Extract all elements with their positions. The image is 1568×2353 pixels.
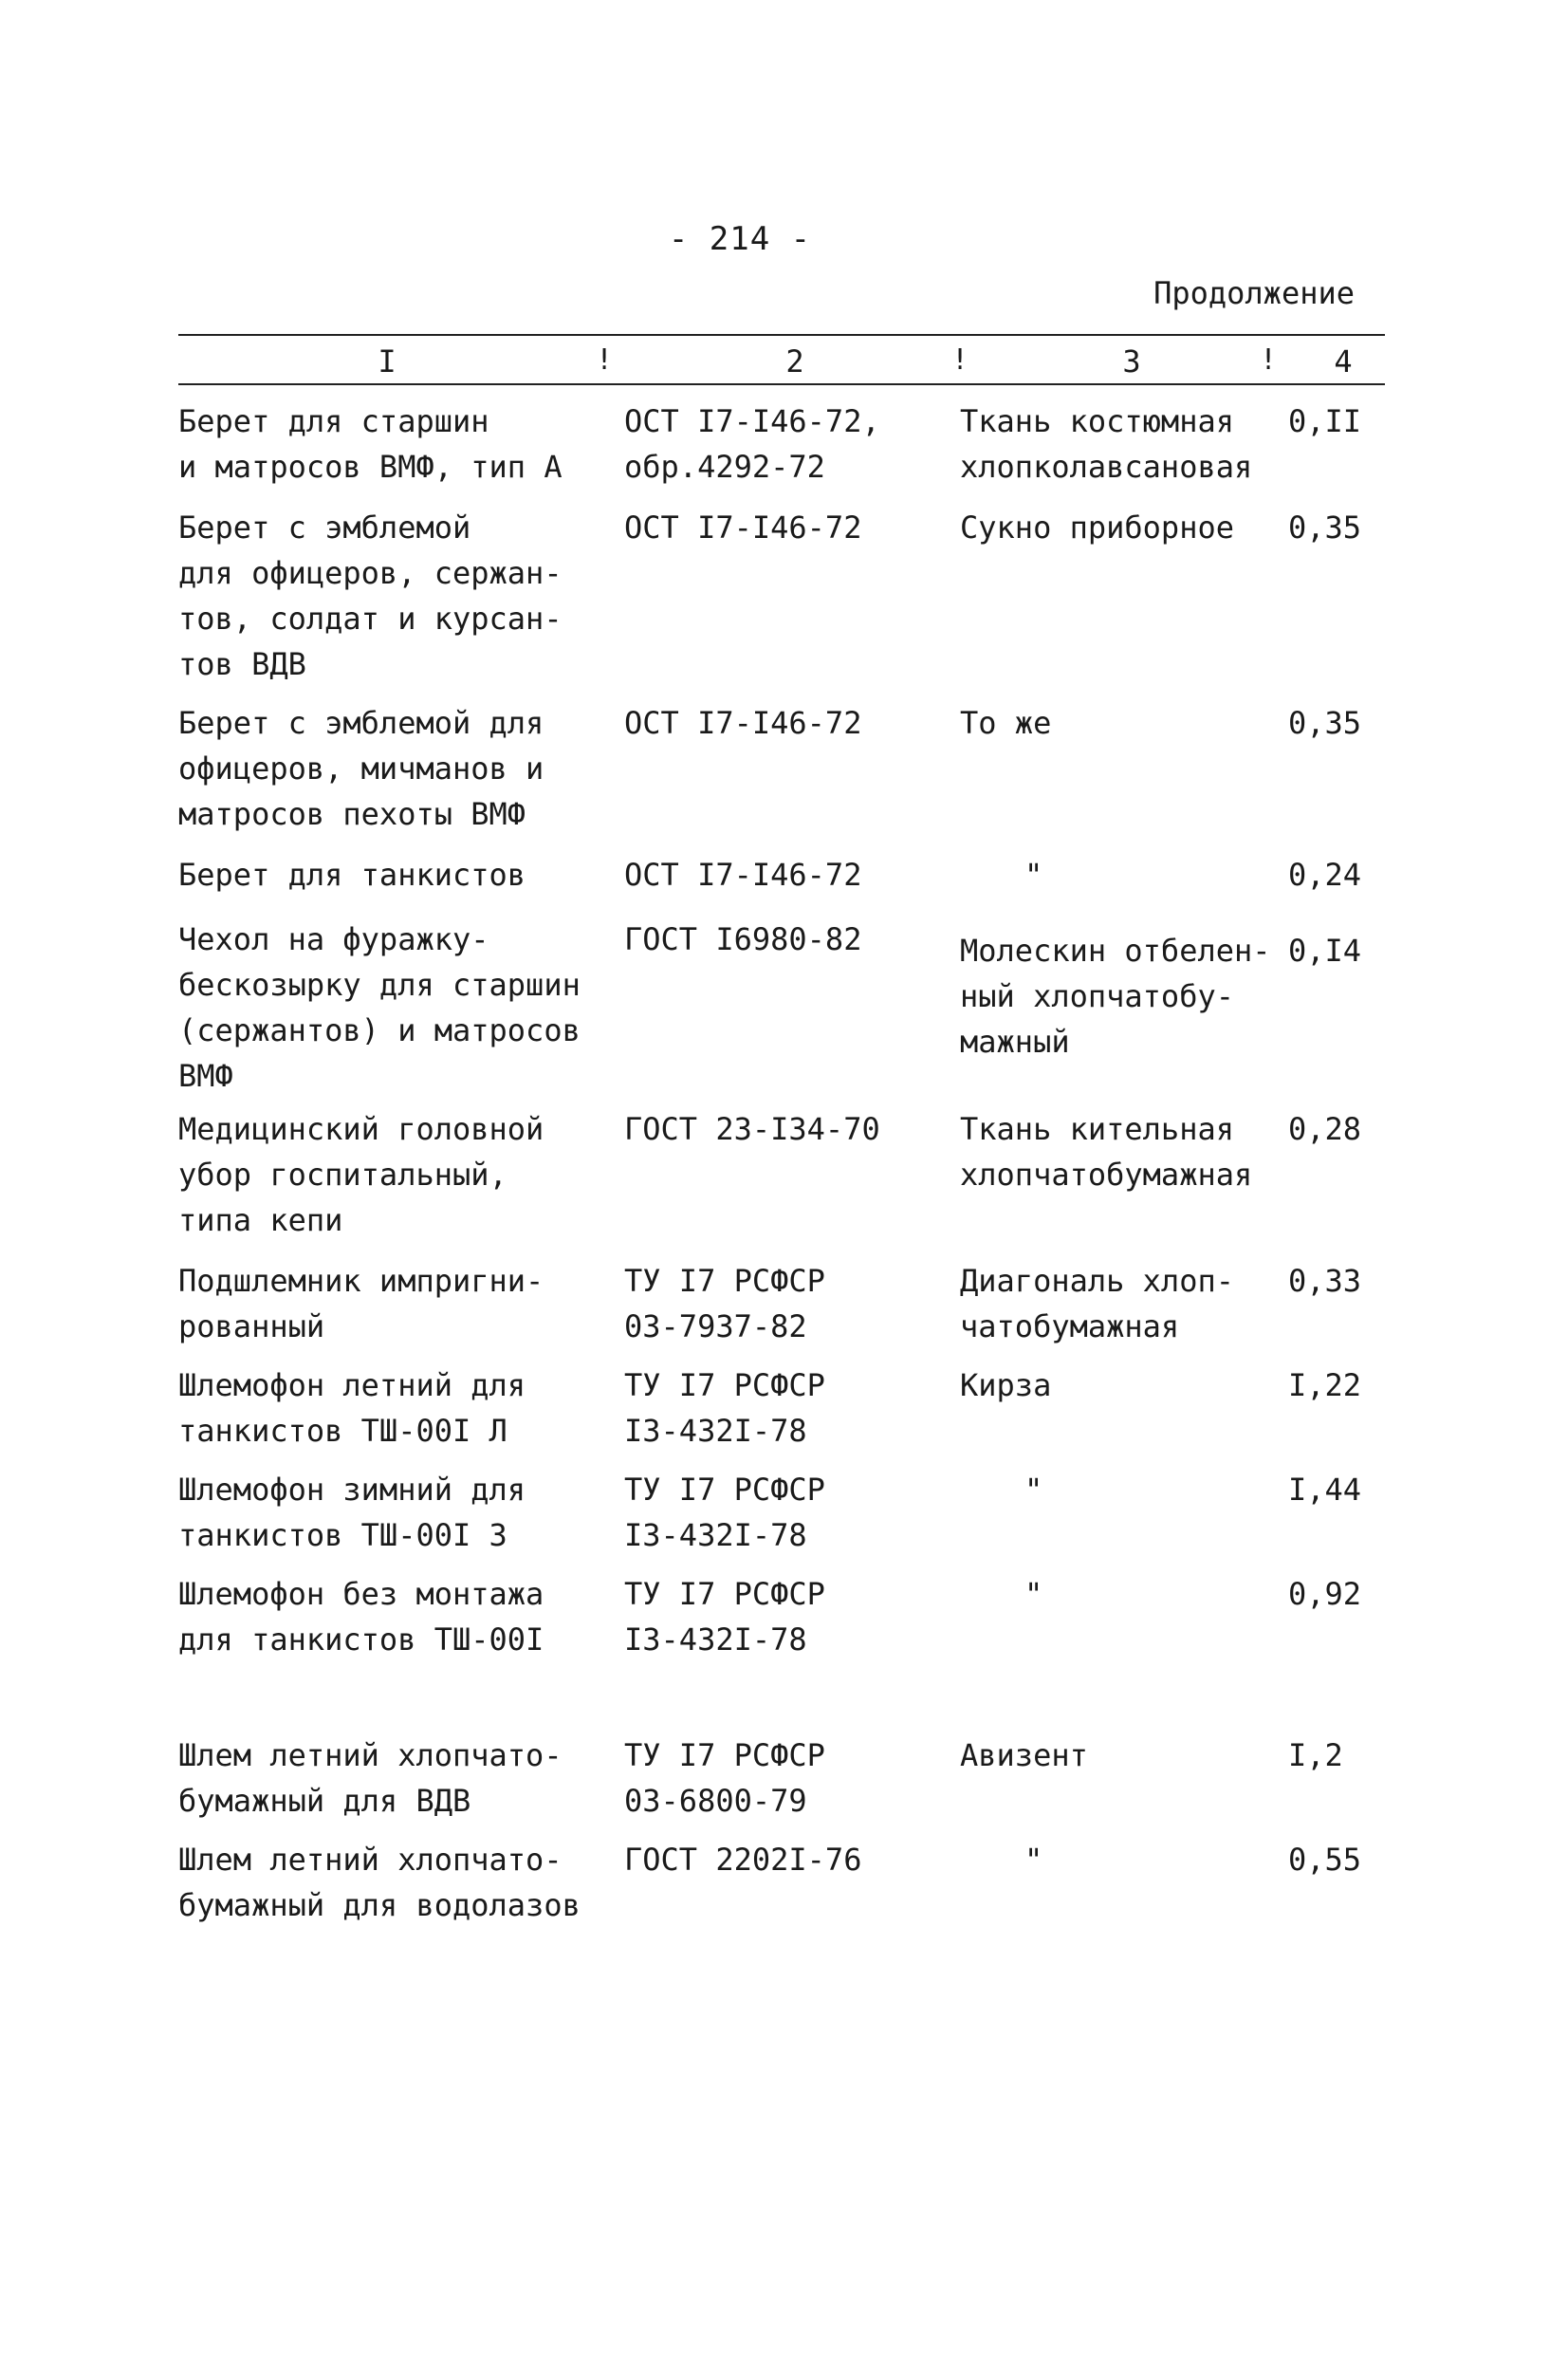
item-name: Шлемофон летний для танкистов ТШ-00I Л xyxy=(178,1367,526,1449)
item-standard: ТУ I7 РСФСР 03-6800-79 xyxy=(624,1737,825,1819)
table-header xyxy=(178,343,1385,381)
item-value: 0,35 xyxy=(1288,705,1362,741)
item-standard: ТУ I7 РСФСР I3-432I-78 xyxy=(624,1576,825,1658)
item-material: Ткань костюмная хлопколавсановая xyxy=(960,403,1253,485)
header-col-4: 4 xyxy=(1334,343,1353,380)
item-standard: ОСТ I7-I46-72 xyxy=(624,857,862,893)
header-col-3: 3 xyxy=(1122,343,1141,380)
item-material: " xyxy=(1024,1472,1043,1508)
header-separator: ! xyxy=(596,343,614,377)
item-name: Чехол на фуражку- бескозырку для старшин (сержантов) и матросов ВМФ xyxy=(178,921,581,1094)
item-value: 0,24 xyxy=(1288,857,1362,893)
item-material: Авизент xyxy=(960,1737,1088,1773)
page-number: - 214 - xyxy=(668,220,812,258)
item-value: 0,35 xyxy=(1288,510,1362,546)
item-material: То же xyxy=(960,705,1052,741)
item-name: Берет для старшин и матросов ВМФ, тип А xyxy=(178,403,563,485)
item-standard: ОСТ I7-I46-72, обр.4292-72 xyxy=(624,403,880,485)
item-name: Шлем летний хлопчато- бумажный для водолазов xyxy=(178,1842,581,1923)
table-header-rule xyxy=(178,383,1385,385)
item-value: I,22 xyxy=(1288,1367,1362,1403)
item-material: " xyxy=(1024,1576,1043,1612)
header-separator: ! xyxy=(951,343,969,377)
item-name: Подшлемник импригни- рованный xyxy=(178,1263,544,1344)
item-standard: ОСТ I7-I46-72 xyxy=(624,705,862,741)
item-standard: ОСТ I7-I46-72 xyxy=(624,510,862,546)
continuation-label: Продолжение xyxy=(1153,275,1355,311)
item-standard: ГОСТ I6980-82 xyxy=(624,921,862,957)
item-name: Медицинский головной убор госпитальный, типа кепи xyxy=(178,1111,544,1238)
header-col-1: I xyxy=(378,343,397,380)
item-name: Берет с эмблемой для офицеров, сержан- тов, солдат и курсан- тов ВДВ xyxy=(178,510,563,682)
item-value: 0,II xyxy=(1288,403,1362,439)
item-name: Шлемофон без монтажа для танкистов ТШ-00I xyxy=(178,1576,544,1658)
header-separator: ! xyxy=(1260,343,1278,377)
item-value: 0,55 xyxy=(1288,1842,1362,1878)
item-value: I,44 xyxy=(1288,1472,1362,1508)
item-material: Молескин отбелен- ный хлопчатобу- мажный xyxy=(960,933,1271,1060)
item-name: Шлемофон зимний для танкистов ТШ-00I З xyxy=(178,1472,526,1553)
item-material: Ткань кительная хлопчатобумажная xyxy=(960,1111,1253,1193)
item-standard: ТУ I7 РСФСР I3-432I-78 xyxy=(624,1367,825,1449)
item-name: Берет с эмблемой для офицеров, мичманов и матросов пехоты ВМФ xyxy=(178,705,544,832)
item-value: I,2 xyxy=(1288,1737,1343,1773)
table-top-rule xyxy=(178,334,1385,336)
item-standard: ТУ I7 РСФСР I3-432I-78 xyxy=(624,1472,825,1553)
item-name: Берет для танкистов xyxy=(178,857,526,893)
item-material: " xyxy=(1024,857,1043,893)
item-standard: ТУ I7 РСФСР 03-7937-82 xyxy=(624,1263,825,1344)
item-material: Диагональ хлоп- чатобумажная xyxy=(960,1263,1234,1344)
item-value: 0,33 xyxy=(1288,1263,1362,1299)
item-standard: ГОСТ 23-I34-70 xyxy=(624,1111,880,1147)
item-material: Сукно приборное xyxy=(960,510,1234,546)
item-value: 0,92 xyxy=(1288,1576,1362,1612)
item-material: Кирза xyxy=(960,1367,1052,1403)
header-col-2: 2 xyxy=(785,343,804,380)
item-material: " xyxy=(1024,1842,1043,1878)
item-value: 0,I4 xyxy=(1288,933,1362,969)
item-value: 0,28 xyxy=(1288,1111,1362,1147)
item-standard: ГОСТ 2202I-76 xyxy=(624,1842,862,1878)
item-name: Шлем летний хлопчато- бумажный для ВДВ xyxy=(178,1737,563,1819)
